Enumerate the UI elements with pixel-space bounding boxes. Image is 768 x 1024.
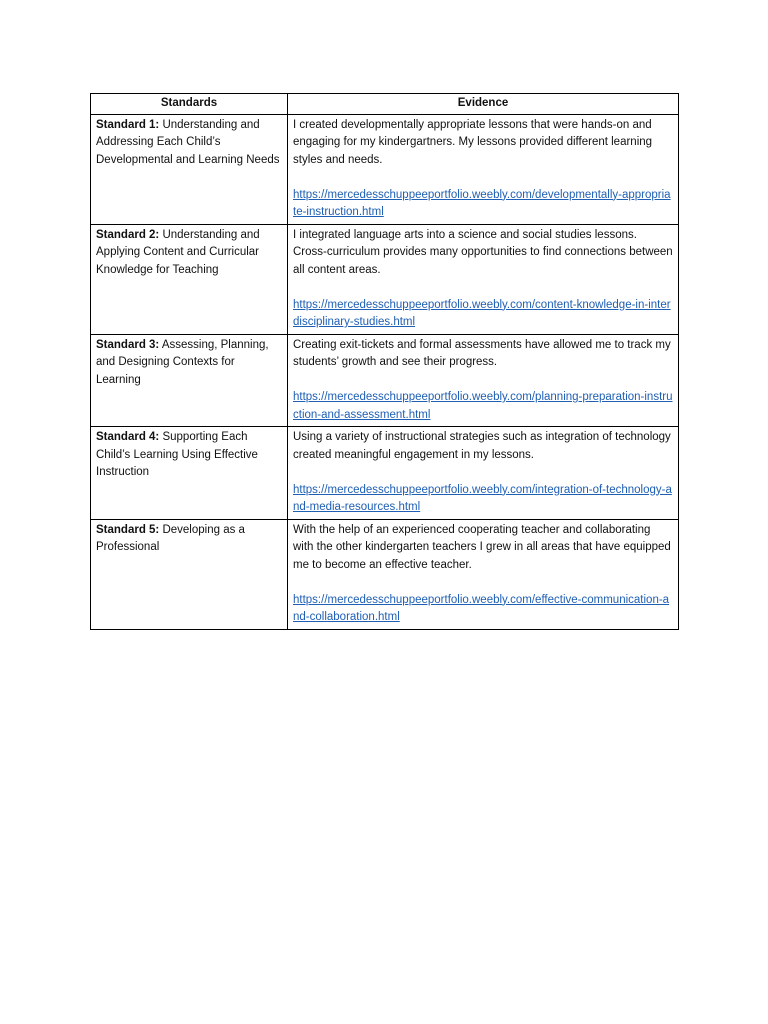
table-row: [91, 334, 679, 427]
evidence-cell: [288, 427, 679, 520]
standard-label: Standard 5:: [96, 523, 160, 536]
evidence-text: With the help of an experienced cooperating teacher and collaborating with the other kindergarten teachers I grew in all areas that have equipped me to become an effective teacher.: [293, 523, 671, 571]
table-row: [91, 224, 679, 334]
evidence-cell: [288, 114, 679, 224]
standard-cell: [91, 114, 288, 224]
evidence-text: Creating exit-tickets and formal assessments have allowed me to track my students’ growth and see their progress.: [293, 338, 671, 368]
standard-label: Standard 1:: [96, 118, 160, 131]
evidence-text: Using a variety of instructional strategies such as integration of technology created meaningful engagement in my lessons.: [293, 431, 671, 461]
evidence-text: I created developmentally appropriate lessons that were hands-on and engaging for my kindergartners. My lessons provided different learning styles and needs.: [293, 118, 653, 166]
table-row: [91, 427, 679, 520]
evidence-link[interactable]: https://mercedesschuppeeportfolio.weebly.com/planning-preparation-instruction-and-assessment.html: [293, 391, 673, 421]
standards-evidence-table: [90, 93, 679, 630]
standard-label: Standard 4:: [96, 431, 160, 443]
standard-title: Developing as a Professional: [96, 523, 245, 553]
standard-cell: [91, 224, 288, 334]
evidence-cell: [288, 334, 679, 427]
standard-cell: [91, 334, 288, 427]
table-row: [91, 114, 679, 224]
standard-title: Supporting Each Child’s Learning Using Effective Instruction: [96, 431, 258, 478]
standard-title: Assessing, Planning, and Designing Contexts for Learning: [96, 338, 269, 386]
evidence-column-header: Evidence: [288, 94, 679, 115]
table-row: [91, 519, 679, 629]
standard-title: Understanding and Addressing Each Child’s Developmental and Learning Needs: [96, 118, 280, 166]
evidence-link[interactable]: https://mercedesschuppeeportfolio.weebly.com/developmentally-appropriate-instruction.html: [293, 188, 671, 218]
evidence-link[interactable]: https://mercedesschuppeeportfolio.weebly.com/content-knowledge-in-interdisciplinary-studies.html: [293, 298, 671, 328]
table-header-row: [91, 94, 679, 115]
standards-column-header: Standards: [91, 94, 288, 115]
standard-label: Standard 3:: [96, 338, 160, 351]
evidence-link[interactable]: https://mercedesschuppeeportfolio.weebly.com/effective-communication-and-collaboration.html: [293, 593, 670, 623]
standard-title: Understanding and Applying Content and Curricular Knowledge for Teaching: [96, 228, 260, 276]
evidence-text: I integrated language arts into a science and social studies lessons. Cross-curriculum provides many opportunities to find connections between all content areas.: [293, 228, 673, 276]
standard-cell: [91, 519, 288, 629]
standard-label: Standard 2:: [96, 228, 160, 241]
evidence-cell: [288, 519, 679, 629]
evidence-cell: [288, 224, 679, 334]
standard-cell: [91, 427, 288, 520]
evidence-link[interactable]: https://mercedesschuppeeportfolio.weebly.com/integration-of-technology-and-media-resources.html: [293, 483, 672, 513]
